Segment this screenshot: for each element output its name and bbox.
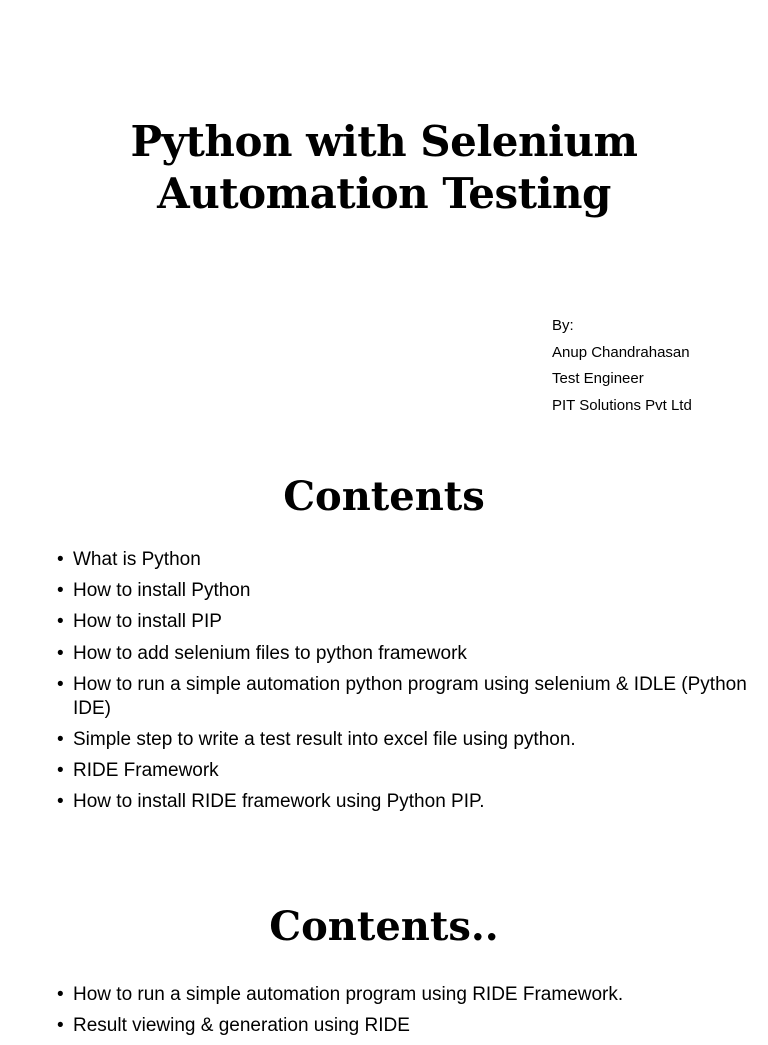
- list-item-text: How to install RIDE framework using Python PIP.: [73, 791, 485, 813]
- bullet-icon: •: [57, 611, 64, 633]
- bullet-icon: •: [57, 984, 64, 1005]
- contents-continued-title: Contents..: [269, 903, 499, 950]
- list-item-text: How to add selenium files to python framework: [73, 642, 467, 664]
- list-item-text: Result viewing & generation using RIDE: [73, 1015, 410, 1037]
- list-item-text: How to install PIP: [73, 611, 222, 633]
- bullet-icon: •: [57, 760, 64, 782]
- slide-contents: [0, 440, 768, 870]
- byline-company: PIT Solutions Pvt Ltd: [552, 396, 692, 414]
- contents-list: [57, 548, 747, 822]
- list-item: [57, 728, 747, 752]
- contents-continued-list: [57, 983, 747, 1045]
- bullet-icon: •: [57, 1015, 64, 1037]
- contents-title: Contents: [283, 473, 485, 520]
- list-item: [57, 579, 747, 603]
- bullet-icon: •: [57, 673, 64, 695]
- list-item: [57, 610, 747, 634]
- main-title: [0, 116, 768, 220]
- main-title-line-2: Automation Testing: [157, 169, 611, 218]
- list-item-text: RIDE Framework: [73, 760, 219, 782]
- author-byline: [552, 313, 692, 419]
- bullet-icon: •: [57, 791, 64, 813]
- list-item: [57, 759, 747, 783]
- main-title-line-1: Python with Selenium: [130, 117, 638, 166]
- list-item: [57, 548, 747, 572]
- byline-by-label: By:: [552, 317, 574, 334]
- bullet-icon: •: [57, 642, 64, 664]
- list-item-text: What is Python: [73, 549, 201, 570]
- list-item: [57, 642, 747, 666]
- byline-author-name: Anup Chandrahasan: [552, 343, 690, 361]
- slide-contents-continued: [0, 870, 768, 1037]
- list-item-text: How to install Python: [73, 580, 251, 602]
- list-item-text: How to run a simple automation program using RIDE Framework.: [73, 984, 624, 1005]
- list-item: [57, 790, 747, 814]
- bullet-icon: •: [57, 728, 64, 750]
- bullet-icon: •: [57, 549, 64, 570]
- slide-title: [0, 0, 768, 440]
- list-item-text: How to run a simple automation python program using selenium & IDLE (Python IDE): [73, 673, 747, 719]
- byline-author-role: Test Engineer: [552, 370, 644, 387]
- list-item: [57, 983, 747, 1007]
- list-item: [57, 1014, 747, 1038]
- bullet-icon: •: [57, 580, 64, 602]
- list-item: [57, 673, 747, 721]
- list-item-text: Simple step to write a test result into excel file using python.: [73, 728, 576, 750]
